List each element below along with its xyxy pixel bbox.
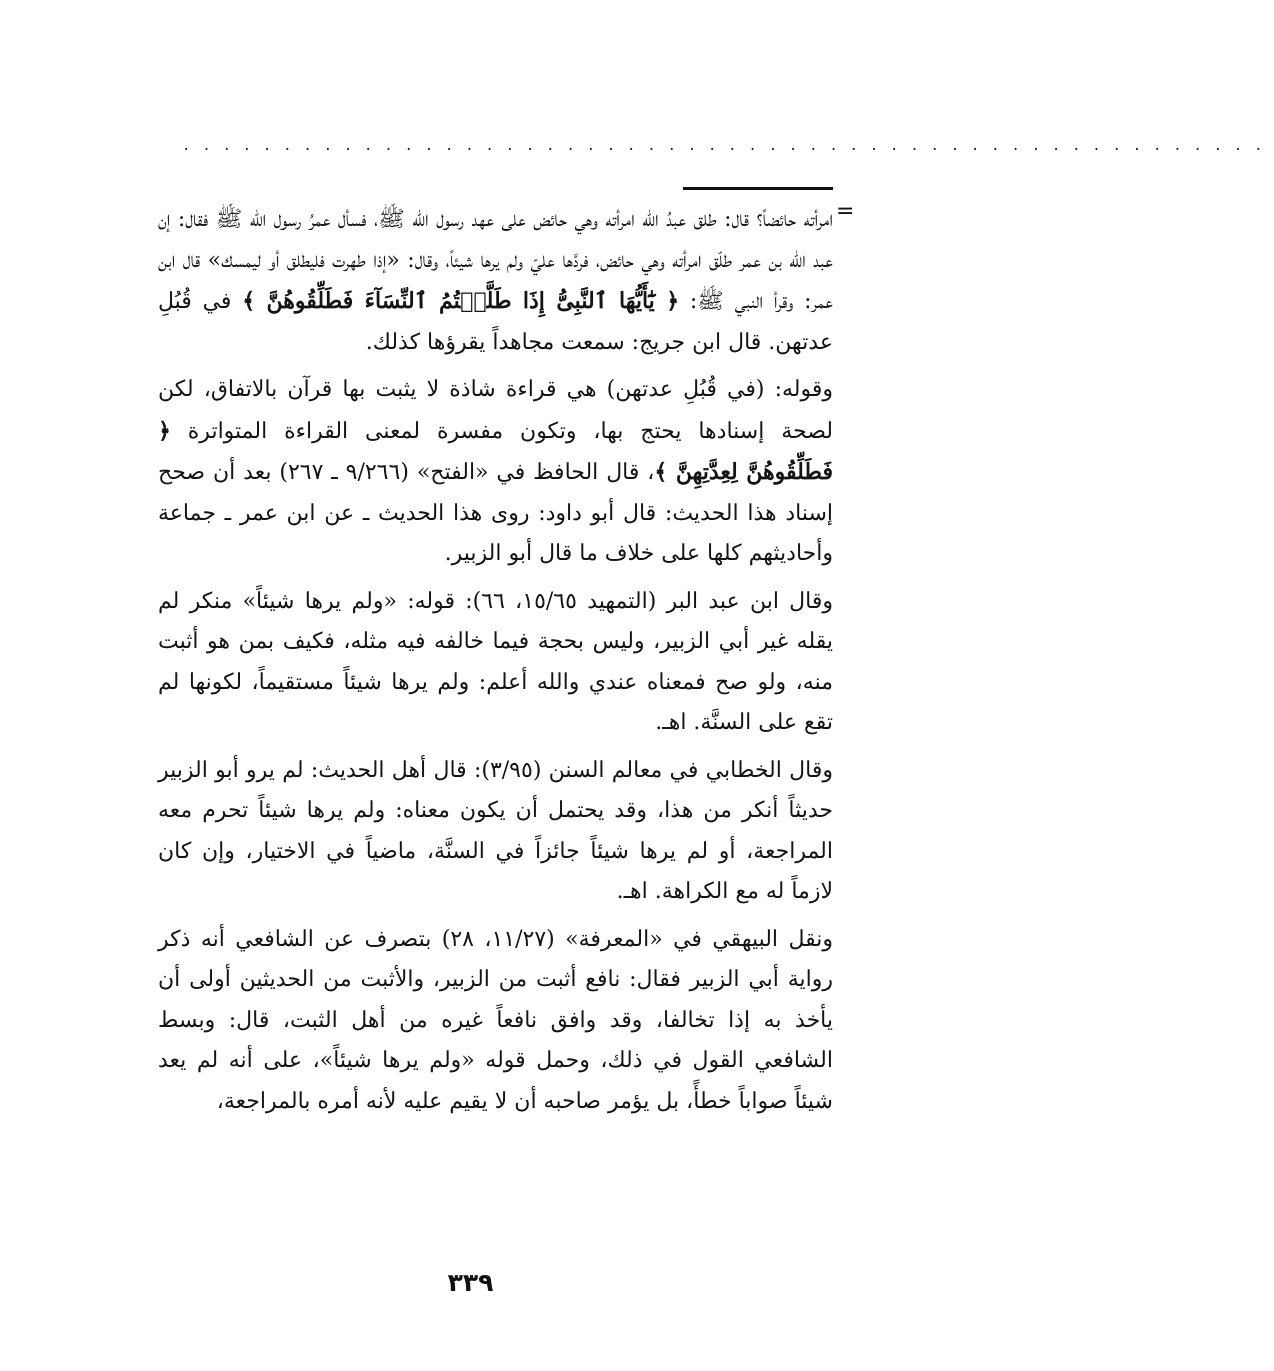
footnote-continuation-mark: =: [836, 199, 855, 224]
quran-verse-quote: ﴿ فَطَلِّقُوهُنَّ لِعِدَّتِهِنَّ ﴾: [158, 417, 833, 485]
quran-verse-quote: ﴿ يَٰٓأَيُّهَا ٱلنَّبِىُّ إِذَا طَلَّقۡتُمُ ٱلنِّسَآءَ فَطَلِّقُوهُنَّ ﴾: [242, 288, 680, 314]
footnote-paragraph: ونقل البيهقي في «المعرفة» (١١/٢٧، ٢٨) بتصرف عن الشافعي أنه ذكر رواية أبي الزبير فقال: نافع أثبت من الزبير، والأثبت من الحديثين أولى أن يأخذ به إذا تخالفا، وقد وافق نافعاً غيره من أهل الثبت، قال: وبسط الشافعي القول في ذلك، وحمل قوله «ولم يرها شيئاً»، على أنه لم يعد شيئاً صواباً خطأً، بل يؤمر صاحبه أن لا يقيم عليه لأنه أمره بالمراجعة،: [158, 926, 833, 1114]
page-number: ٣٣٩: [447, 1268, 494, 1297]
footnote-paragraph: وقال الخطابي في معالم السنن (٣/٩٥): قال أهل الحديث: لم يرو أبو الزبير حديثاً أنكر من هذا، وقد يحتمل أن يكون معناه: ولم يرها شيئاً تحرم معه المراجعة، أو لم يرها شيئاً جائزاً في السنَّة، ماضياً في الاختيار، وإن كان لازماً له مع الكراهة. اهـ.: [158, 757, 834, 904]
footnote-paragraph: وقال ابن عبد البر (التمهيد ١٥/٦٥، ٦٦): قوله: «ولم يرها شيئاً» منكر لم يقله غير أبي الزبير، وليس بحجة فيما خالفه فيه مثله، فكيف بمن هو أثبت منه، ولو صح فمعناه عندي والله أعلم: ولم يرها شيئاً مستقيماً، لكونها لم تقع على السنَّة. اهـ.: [158, 588, 834, 735]
paragraph-text: وقوله: (في قُبُلِ عدتهن) هي قراءة شاذة لا يثبت بها قرآن بالاتفاق، لكن لصحة إسنادها يحتج بها، وتكون مفسرة لمعنى القراءة المتواترة: [158, 377, 833, 444]
footnote-paragraph: [158, 200, 833, 363]
paragraph-text: ، قال الحافظ في «الفتح» (٩/٢٦٦ ـ ٢٦٧) بعد أن صحح إسناد هذا الحديث: قال أبو داود: روى هذا الحديث ـ عن ابن عمر ـ جماعة وأحاديثهم كلها على خلاف ما قال أبو الزبير.: [158, 460, 833, 566]
footnote-text-block: [158, 200, 833, 1122]
paragraph-text: امرأته حائضاً؟ قال: طلق عبدُ الله امرأته وهي حائض على عهد رسول الله ﷺ، فسأل عمرُ رسول الله ﷺ فقال: إن عبد الله بن عمر طلّق امرأته وهي حائض، فردَّها عليّ ولم يرها شيئاً، وقال: «إذا طهرت فليطلق أو ليمسك» قال ابن عمر: وقرأ النبي ﷺ:: [158, 207, 833, 314]
footnote-paragraph: [158, 370, 833, 575]
footnote-separator-rule: [683, 187, 833, 190]
header-dotted-line: ......................................................: [182, 138, 1274, 154]
paragraph-text: في قُبُلِ عدتهن. قال ابن جريج: سمعت مجاهداً يقرؤها كذلك.: [158, 289, 833, 355]
